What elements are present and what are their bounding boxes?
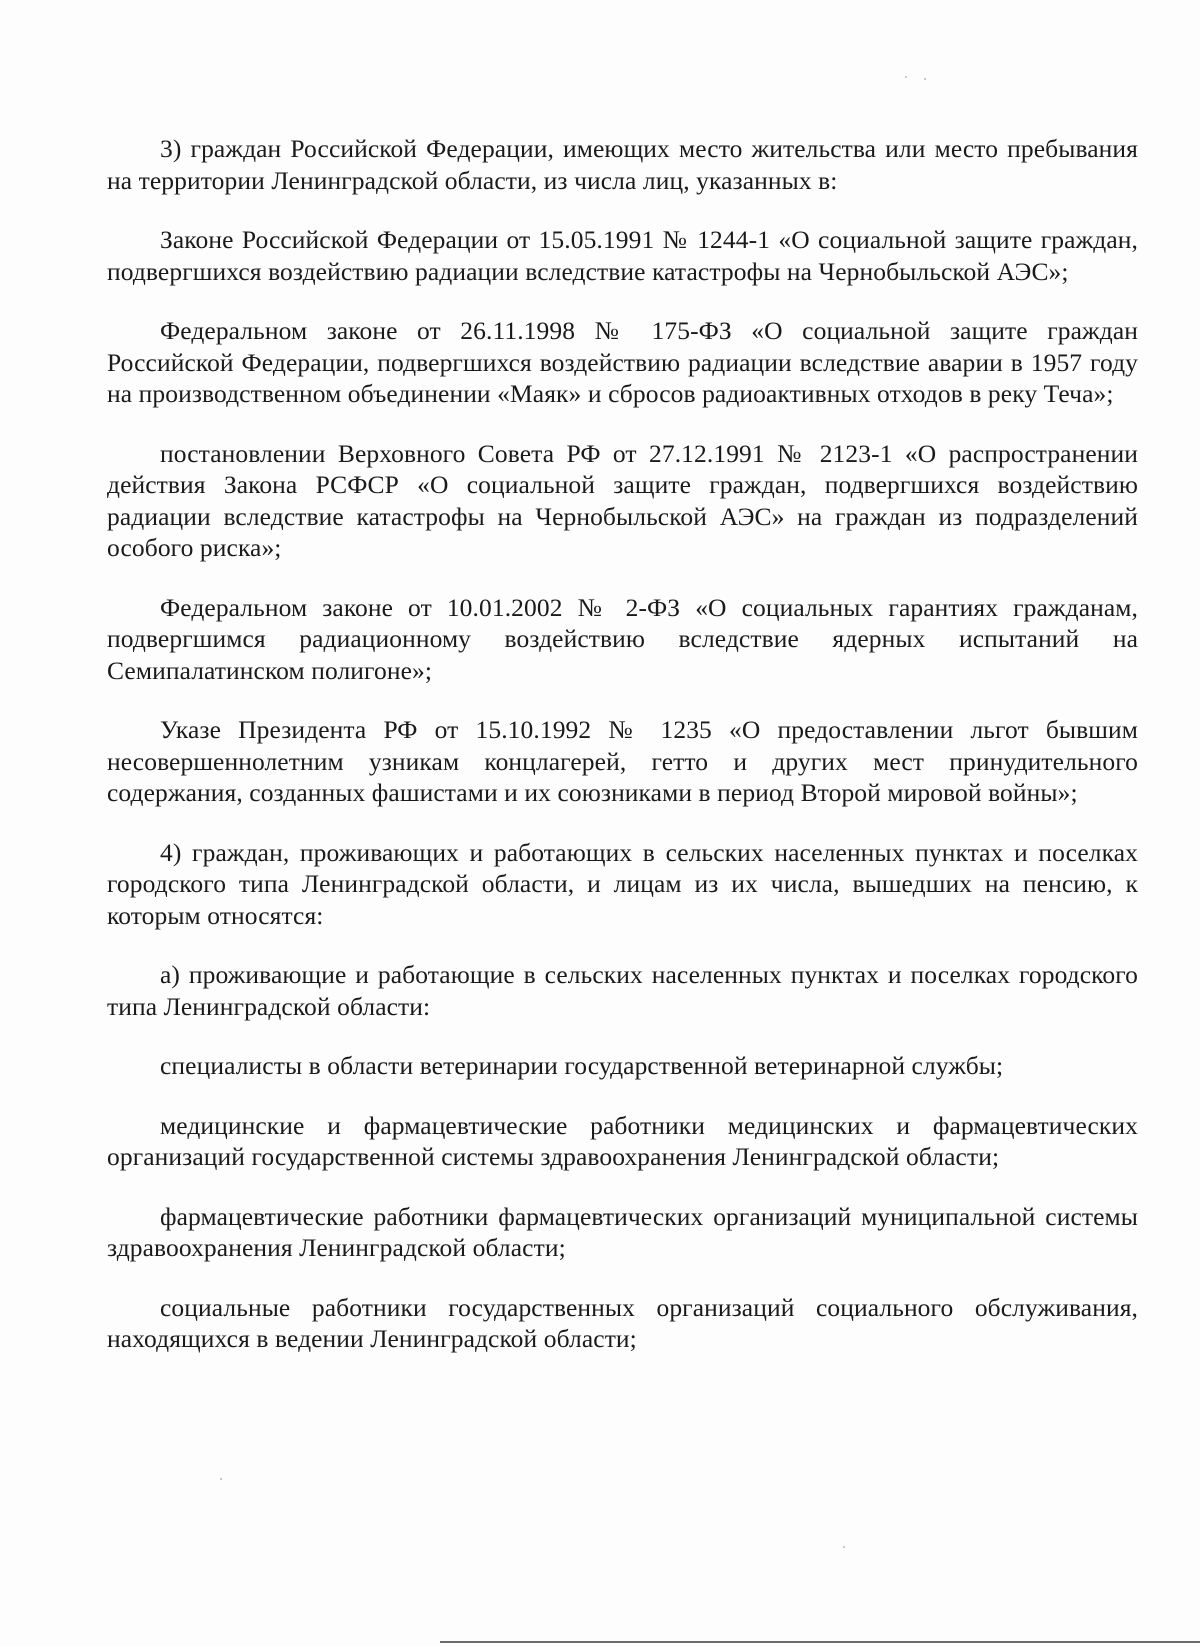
- paragraph-law-1244-1: Законе Российской Федерации от 15.05.1991 № 1244-1 «О социальной защите граждан, подвергшихся воздействию радиации вследствие катастрофы на Чернобыльской АЭС»;: [107, 225, 1138, 286]
- paragraph-law-175-fz: Федеральном законе от 26.11.1998 № 175-ФЗ «О социальной защите граждан Российской Федерации, подвергшихся воздействию радиации вследствие аварии в 1957 году на производственном объединении «Маяк» и сбросов радиоактивных отходов в реку Теча»;: [107, 316, 1138, 408]
- page-bottom-edge: [440, 1641, 1200, 1643]
- paragraph-resolution-2123-1: постановлении Верховного Совета РФ от 27.12.1991 № 2123-1 «О распространении действия Закона РСФСР «О социальной защите граждан, подвергшихся воздействию радиации вследствие катастрофы на Чернобыльской АЭС» на граждан из подразделений особого риска»;: [107, 438, 1138, 562]
- scan-speck: [924, 78, 926, 80]
- paragraph-item-3-citizens: 3) граждан Российской Федерации, имеющих место жительства или место пребывания на территории Ленинградской области, из числа лиц, указанных в:: [107, 134, 1138, 195]
- document-body: [107, 133, 1138, 1383]
- paragraph-law-2-fz: Федеральном законе от 10.01.2002 № 2-ФЗ «О социальных гарантиях гражданам, подвергшимся радиационному воздействию вследствие ядерных испытаний на Семипалатинском полигоне»;: [107, 592, 1138, 685]
- paragraph-decree-1235: Указе Президента РФ от 15.10.1992 № 1235 «О предоставлении льгот бывшим несовершеннолетним узникам концлагерей, гетто и других мест принудительного содержания, созданных фашистами и их союзниками в период Второй мировой войны»;: [107, 715, 1138, 807]
- scan-speck: [905, 76, 907, 78]
- paragraph-pharmaceutical-workers: фармацевтические работники фармацевтических организаций муниципальной системы здравоохранения Ленинградской области;: [107, 1201, 1138, 1262]
- paragraph-item-4-rural-citizens: 4) граждан, проживающих и работающих в сельских населенных пунктах и поселках городского типа Ленинградской области, и лицам из их числа, вышедших на пенсию, к которым относятся:: [107, 837, 1138, 930]
- paragraph-social-workers: социальные работники государственных организаций социального обслуживания, находящихся в ведении Ленинградской области;: [107, 1292, 1138, 1353]
- paragraph-veterinary-specialists: специалисты в области ветеринарии государственной ветеринарной службы;: [160, 1051, 1004, 1080]
- paragraph-medical-workers: медицинские и фармацевтические работники медицинских и фармацевтических организаций государственной системы здравоохранения Ленинградской области;: [107, 1110, 1138, 1171]
- scan-speck: [220, 1478, 222, 1480]
- paragraph-subitem-a: а) проживающие и работающие в сельских населенных пунктах и поселках городского типа Ленинградской области:: [107, 960, 1138, 1021]
- scan-speck: [843, 1546, 845, 1548]
